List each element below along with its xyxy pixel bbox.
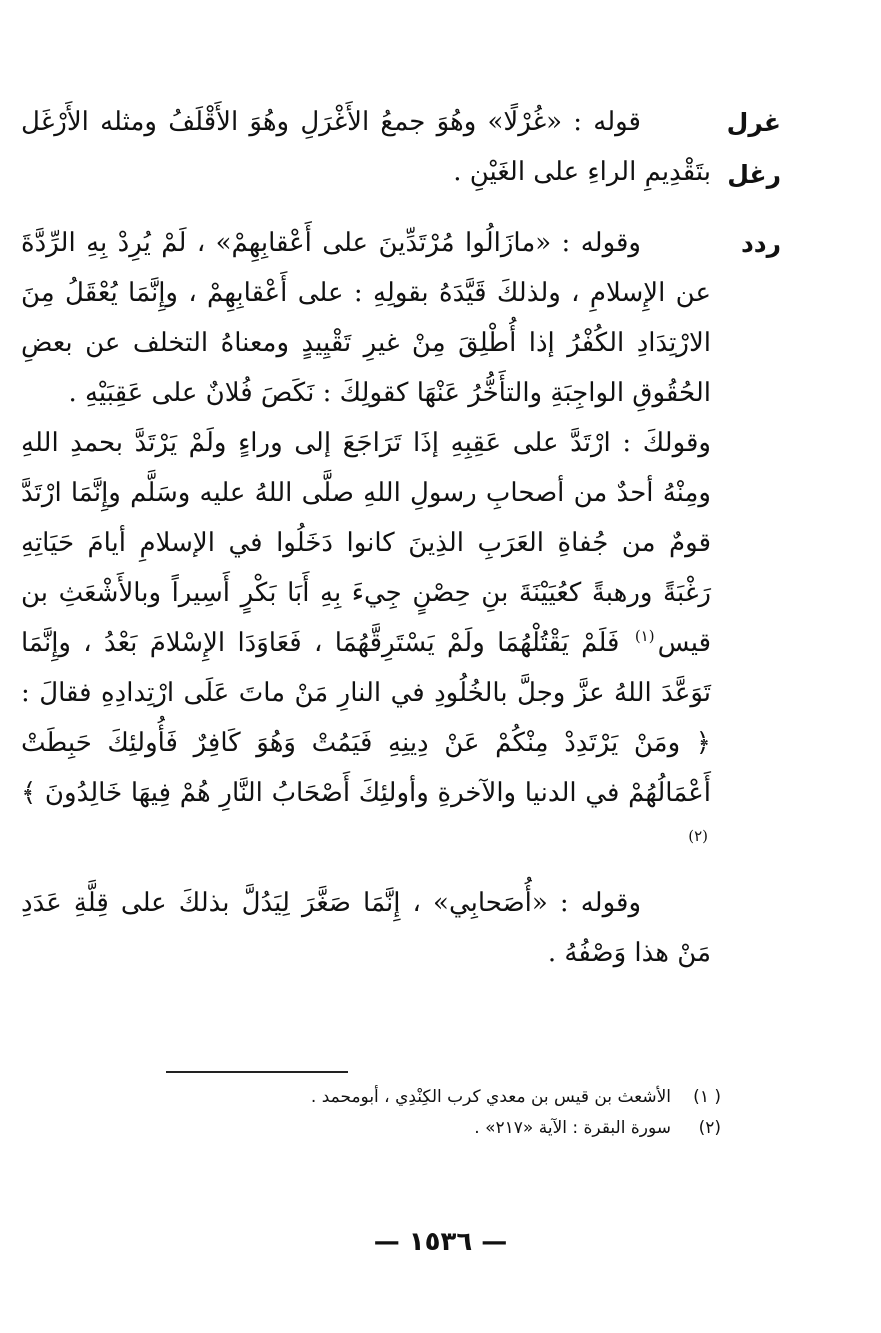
paragraph: قوله : «غُرْلًا» وهُوَ جمعُ الأَغْرَلِ وهُوَ الأَقْلَفُ ومثله الأَرْغَل بتَقْدِيمِ الراءِ على الغَيْنِ .	[21, 107, 711, 187]
footnote-text: الأشعث بن قيس بن معدي كرب الكِنْدِي ، أبومحمد .	[310, 1087, 671, 1107]
headword-column	[701, 97, 781, 201]
footnotes	[161, 1082, 721, 1144]
headword: ردد	[740, 229, 781, 258]
footnote-number: (٢)	[698, 1118, 721, 1138]
footnote-text: سورة البقرة : الآية «٢١٧» .	[474, 1118, 671, 1138]
paragraph: وقوله : «أُصَحابِي» ، إِنَّمَا صَغَّرَ لِيَدُلَّ بذلكَ على قِلَّةِ عَدَدِ مَنْ هذا وَصْفُهُ .	[21, 888, 711, 968]
paragraph	[21, 418, 711, 868]
footnote-1	[161, 1082, 721, 1113]
paragraph-part: فَلَمْ يَقْتُلْهُمَا ولَمْ يَسْتَرِقَّهُمَا ، فَعَاوَدَا الإِسْلامَ بَعْدُ ، وإِنَّمَا تَوَعَّدَ اللهُ عزَّ وجلَّ بالخُلُودِ في النارِ مَنْ ماتَ عَلَى ارْتِدادِهِ فقالَ : ﴿ ومَنْ يَرْتَدِدْ مِنْكُمْ عَنْ دِينِهِ فَيَمُتْ وَهُوَ كَافِرٌ فَأُولئِكَ حَبِطَتْ أَعْمَالُهُمْ في الدنيا والآخرةِ وأولئِكَ أَصْحَابُ النَّارِ هُمْ فِيهَا خَالِدُونَ ﴾	[21, 628, 711, 808]
footnote-number: ( ١)	[693, 1087, 721, 1107]
footnote-ref-1[interactable]: (١)	[634, 627, 655, 646]
entry-text	[21, 218, 711, 978]
page-number: — ١٥٣٦ —	[373, 1227, 508, 1257]
paragraph: وقوله : «مازَالُوا مُرْتَدِّينَ على أَعْقابِهِمْ» ، لَمْ يُرِدْ بِهِ الرِّدَّةَ عن الإِسلامِ ، ولذلكَ قَيَّدَهُ بقولِهِ : على أَعْقابِهِمْ ، وإِنَّمَا يُعْقَلُ مِنَ الارْتِدَادِ الكُفْرُ إذا أُطْلِقَ مِنْ غيرِ تَقْيِيدٍ ومعناهُ التخلف عن بعضِ الحُقُوقِ الواجِبَةِ والتأَخُّرُ عَنْهَا كقولِكَ : نَكَصَ فُلانٌ على عَقِبَيْهِ .	[21, 228, 711, 408]
paragraph-part: وقولكَ : ارْتَدَّ على عَقِبِهِ إذَا تَرَاجَعَ إلى وراءٍ ولَمْ يَرْتَدَّ بحمدِ اللهِ ومِنْهُ أحدٌ من أصحابِ رسولِ اللهِ صلَّى اللهُ عليه وسَلَّم وإِنَّمَا ارْتَدَّ قومٌ من جُفاةِ العَرَبِ الذِينَ كانوا دَخَلُوا في الإسلامِ أيامَ حَيَاتِهِ رَغْبَةً ورهبةً كعُيَيْنَةَ بنِ حِصْنٍ جِيءَ بِهِ أَبَا بَكْرٍ أَسِيراً وبالأَشْعَثِ بن قيس	[21, 428, 712, 658]
footnote-2	[161, 1113, 721, 1144]
headword: غرل	[726, 108, 781, 137]
headword-column	[701, 218, 781, 270]
footnote-ref-2[interactable]: (٢)	[688, 827, 708, 846]
entry-text	[21, 97, 711, 197]
footnote-divider	[166, 1071, 348, 1073]
headword: رغل	[727, 160, 781, 189]
